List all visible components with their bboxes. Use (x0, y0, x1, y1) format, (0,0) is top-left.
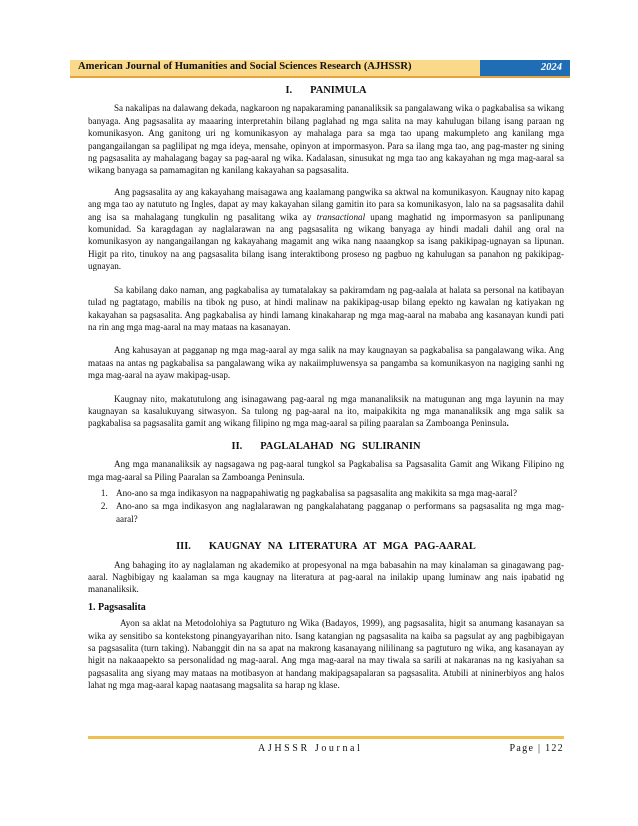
list-item: 1. Ano-ano sa mga indikasyon na nagpapahiwatig ng pagkabalisa sa pagsasalita ang makikita sa mga mag-aaral? (110, 487, 564, 499)
subsection-heading: 1. Pagsasalita (88, 601, 146, 613)
paragraph: Ayon sa aklat na Metodolohiya sa Pagtuturo ng Wika (Badayos, 1999), ang pagsasalita, higit sa anumang kasanayan sa wika ay sensitibo sa kontekstong pinangyayarihan nito. Isang katangian ng pagsasalita na kaiba sa pagsulat ay ang pagbibigayan sa pagsasalita (turn taking). Nabanggit din na sa apat na makrong kasanayang nililinang sa pagtuturo ng wika, ang kasanayan ay higit na nakaaapekto sa personalidad ng mag-aaral. Ang mga mag-aaral na may tiwala sa sarili at nakaranas na ng kasiyahan sa pagsasalita ang siyang may mataas na motibasyon at handang makipagsapalaran sa pagsasalita. Atubili at nininerbiyos ang halos lahat ng mga mag-aaral kapag naatasang magsalita sa harap ng klase. (88, 618, 564, 691)
journal-name: American Journal of Humanities and Social Sciences Research (AJHSSR) (78, 61, 412, 72)
paragraph (88, 186, 564, 273)
journal-year: 2024 (480, 60, 570, 76)
article-body (88, 80, 564, 703)
section-heading-panimula (88, 85, 564, 97)
section-title: PANIMULA (310, 85, 367, 96)
journal-header (70, 60, 570, 78)
page-number: Page | 122 (509, 743, 564, 754)
paragraph: Ang bahaging ito ay naglalaman ng akademiko at propesyonal na mga babasahin na may kinalaman sa ginagawang pag-aaral. Nagbibigay ng kaalaman sa mga kaugnay na literatura at pag-aaral na inilakip upang luminaw ang nais ipabatid ng mananaliksik. (88, 559, 564, 595)
section-number: III. (176, 541, 191, 553)
paragraph-text: upang maghatid ng impormasyon sa panlipunang komunidad. Sa karagdagan ay naglalarawan na ang pagsasalita ng wikang banyaga ay hindi madali dahil ang oral na komunikasyon ay nangangailangan ng kakayahang magamit ang wika nang naaangkop sa isang pakikipag-ugnayan sa lipunan. Higit pa rito, tinukoy na ang pagsasalita bilang isang interaktibong proseso ng pagbuo ng kahulugan sa panahon ng pakikipag-ugnayan. (88, 211, 564, 272)
list-item: 2. Ano-ano sa mga indikasyon ang naglalarawan ng pangkalahatang pagganap o performans sa pagsasalita ng mga mag-aaral? (110, 500, 564, 525)
paragraph: Sa nakalipas na dalawang dekada, nagkaroon ng napakaraming pananaliksik sa pangalawang wika o pagkabalisa sa wikang banyaga. Ang pagsasalita ay maaaring interpretahin bilang paglahad ng mga salita na may kahulugan bilang isang paraan ng komunikasyon. Ang ganitong uri ng komunikasyon ay mahalaga para sa mga tao upang makumpleto ang kanilang mga pangangailangan sa paglilipat ng mga ideya, mensahe, opinyon at impormasyon. Para sa ilang mga tao, ang pag-master ng sining ng pagsasalita ay mahalagang bagay sa pag-aaral ng wika. Kadalasan, sinusukat ng mga tao ang kakayahan ng mga mag-aaral sa wikang banyaga sa pamamagitan ng kanilang kakayahan sa pagsasalita. (88, 103, 564, 176)
paragraph: Sa kabilang dako naman, ang pagkabalisa ay tumatalakay sa pakiramdam ng pag-aalala at halata sa personal na katibayan tulad ng pagtatago, mabilis na tibok ng puso, at hindi malinaw na pakikipag-usap bilang epekto ng kawalan ng katiyakan ng kakayahan sa pagsasalita. Ang pagkabalisa ay hindi lamang kinakaharap ng mga mag-aaral na mababa ang kasanayan kundi pati na rin ang mga mag-aaral na may mataas na kasanayan. (88, 284, 564, 332)
section-number: I. (285, 85, 293, 96)
paragraph: Ang mga mananaliksik ay nagsagawa ng pag-aaral tungkol sa Pagkabalisa sa Pagsasalita Gamit ang Wikang Filipino ng mga mag-aaral sa Piling Paaralan sa Zamboanga Peninsula. (88, 459, 564, 482)
footer-divider (88, 736, 564, 739)
footer-journal: AJHSSR Journal (258, 743, 363, 754)
paragraph: Ang kahusayan at pagganap ng mga mag-aaral ay mga salik na may kaugnayan sa pagkabalisa sa pangalawang wika. Ang mataas na antas ng pagkabalisa sa pangalawang wika ay nakaiimpluwensya sa pangamba sa komunikasyon na nagiging sanhi ng mga mag-aaral na ayaw makipag-usap. (88, 345, 564, 381)
section-heading-literatura (88, 541, 564, 553)
emphasis-text: transactional (316, 211, 366, 222)
paragraph (88, 393, 564, 430)
section-heading-suliranin (88, 441, 564, 453)
problem-list (88, 487, 564, 525)
section-number: II. (231, 440, 243, 452)
section-title: PAGLALAHAD NG SULIRANIN (260, 440, 421, 452)
paragraph-text: Kaugnay nito, makatutulong ang isinagawang pag-aaral ng mga mananaliksik na matugunan ang mga layunin na may kaugnayan sa kasalukuyang sitwasyon. Sa tulong ng pag-aaral na ito, maipakikita ng mga mananaliksik ang mga salik sa pagkabalisa sa pagsasalita gamit ang wikang filipino ng mga mag-aaral sa piling paaralan sa Zamboanga Peninsula (88, 393, 564, 429)
paragraph-period: . (506, 418, 509, 429)
section-title: KAUGNAY NA LITERATURA AT MGA PAG-AARAL (208, 541, 476, 553)
paragraph-text: Ang pagsasalita ay ang kakayahang maisagawa ang kaalamang pangwika sa aktwal na komunikasyon. Kaugnay nito kapag ang mga tao ay natututo ng Ingles, dapat ay may kakayahan silang gamitin ito para sa komunikasyon, lalo na sa pagsasalita dahil ang isa sa mahalagang tungkulin ng pasalitang wika ay (88, 186, 564, 222)
